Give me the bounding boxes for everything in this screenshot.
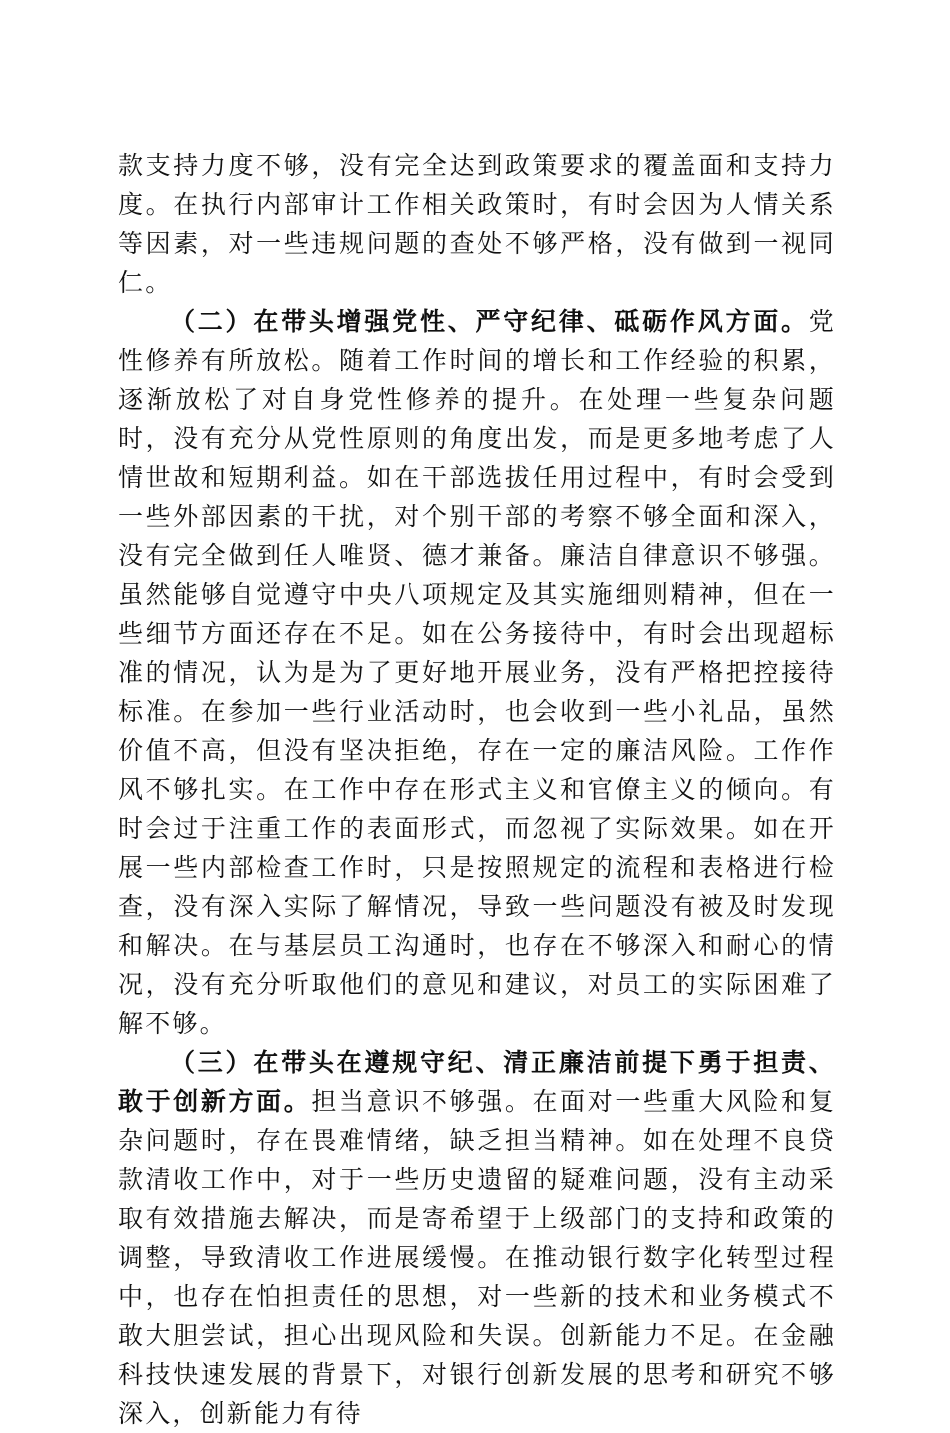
paragraph-section-two xyxy=(118,302,836,1043)
section-heading-two: （二）在带头增强党性、严守纪律、砥砺作风方面。 xyxy=(170,307,809,336)
document-body xyxy=(118,146,836,1433)
paragraph-section-three xyxy=(118,1043,836,1433)
paragraph-continuation xyxy=(118,146,836,302)
section-heading-three: （三）在带头在遵规守纪、清正廉洁前提下勇于担责、敢于创新方面。 xyxy=(118,1048,836,1116)
paragraph-text: 党性修养有所放松。随着工作时间的增长和工作经验的积累，逐渐放松了对自身党性修养的提升。在处理一些复杂问题时，没有充分从党性原则的角度出发，而是更多地考虑了人情世故和短期利益。如在干部选拔任用过程中，有时会受到一些外部因素的干扰，对个别干部的考察不够全面和深入，没有完全做到任人唯贤、德才兼备。廉洁自律意识不够强。虽然能够自觉遵守中央八项规定及其实施细则精神，但在一些细节方面还存在不足。如在公务接待中，有时会出现超标准的情况，认为是为了更好地开展业务，没有严格把控接待标准。在参加一些行业活动时，也会收到一些小礼品，虽然价值不高，但没有坚决拒绝，存在一定的廉洁风险。工作作风不够扎实。在工作中存在形式主义和官僚主义的倾向。有时会过于注重工作的表面形式，而忽视了实际效果。如在开展一些内部检查工作时，只是按照规定的流程和表格进行检查，没有深入实际了解情况，导致一些问题没有被及时发现和解决。在与基层员工沟通时，也存在不够深入和耐心的情况，没有充分听取他们的意见和建议，对员工的实际困难了解不够。 xyxy=(118,307,836,1038)
paragraph-text: 担当意识不够强。在面对一些重大风险和复杂问题时，存在畏难情绪，缺乏担当精神。如在处理不良贷款清收工作中，对于一些历史遗留的疑难问题，没有主动采取有效措施去解决，而是寄希望于上级部门的支持和政策的调整，导致清收工作进展缓慢。在推动银行数字化转型过程中，也存在怕担责任的思想，对一些新的技术和业务模式不敢大胆尝试，担心出现风险和失误。创新能力不足。在金融科技快速发展的背景下，对银行创新发展的思考和研究不够深入，创新能力有待 xyxy=(118,1087,836,1428)
paragraph-text: 款支持力度不够，没有完全达到政策要求的覆盖面和支持力度。在执行内部审计工作相关政策时，有时会因为人情关系等因素，对一些违规问题的查处不够严格，没有做到一视同仁。 xyxy=(118,151,836,297)
